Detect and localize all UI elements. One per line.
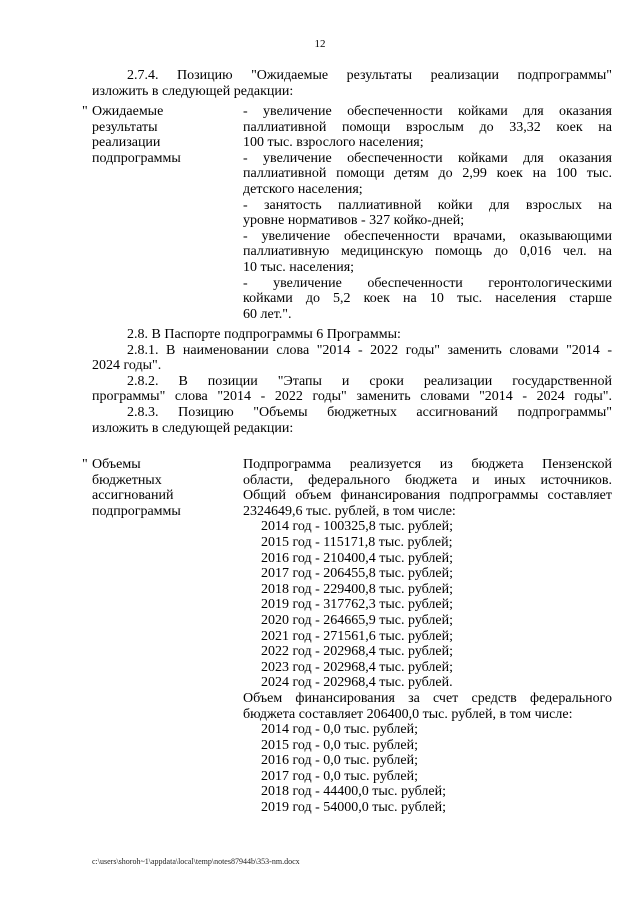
value-line: детского населения; xyxy=(243,181,363,197)
year-line: 2021 год - 271561,6 тыс. рублей; xyxy=(261,628,454,644)
year-line: 2018 год - 229400,8 тыс. рублей; xyxy=(261,581,454,597)
paragraph-line: изложить в следующей редакции: xyxy=(92,83,294,99)
value-line: - увеличение обеспеченности койками для оказания xyxy=(243,150,612,166)
section-2-8 xyxy=(92,327,612,436)
value-line: 100 тыс. взрослого населения; xyxy=(243,135,424,151)
label-line: бюджетных xyxy=(92,472,162,488)
year-line: 2023 год - 202968,4 тыс. рублей; xyxy=(261,659,454,675)
year-line: 2018 год - 44400,0 тыс. рублей; xyxy=(261,784,447,800)
paragraph-line: изложить в следующей редакции: xyxy=(92,420,294,436)
opening-quote: " xyxy=(82,104,88,119)
paragraph-line: 2024 годы". xyxy=(92,358,162,374)
value-line: 60 лет.". xyxy=(243,306,292,322)
value-line: паллиативной помощи взрослым до 33,32 коек на xyxy=(243,119,612,135)
value-line: Объем финансирования за счет средств федерального xyxy=(243,690,612,706)
year-line: 2014 год - 100325,8 тыс. рублей; xyxy=(261,519,454,535)
paragraph-line: 2.8.2. В позиции "Этапы и сроки реализации государственной xyxy=(127,373,612,389)
value-line: 2324649,6 тыс. рублей, в том числе: xyxy=(243,503,456,519)
label-line: ассигнований xyxy=(92,488,174,504)
value-line: - занятость паллиативной койки для взрослых на xyxy=(243,197,612,213)
value-line: - увеличение обеспеченности врачами, оказывающими xyxy=(243,228,612,244)
value-line: койками до 5,2 коек на 10 тыс. населения старше xyxy=(243,291,612,307)
year-line: 2017 год - 206455,8 тыс. рублей; xyxy=(261,566,454,582)
paragraph-line: программы" слова "2014 - 2022 годы" заменить словами "2014 - 2024 годы". xyxy=(92,389,612,405)
label-line: подпрограммы xyxy=(92,503,181,519)
year-line: 2015 год - 0,0 тыс. рублей; xyxy=(261,737,419,753)
page-number: 12 xyxy=(314,38,326,50)
value-line: Общий объем финансирования подпрограммы составляет xyxy=(243,488,612,504)
year-line: 2020 год - 264665,9 тыс. рублей; xyxy=(261,612,454,628)
budget-value xyxy=(243,457,612,816)
budget-label xyxy=(92,457,222,519)
value-line: 10 тыс. населения; xyxy=(243,259,355,275)
opening-quote: " xyxy=(82,457,88,472)
paragraph-line: 2.8. В Паспорте подпрограммы 6 Программы: xyxy=(127,327,401,342)
value-line: уровне нормативов - 327 койко-дней; xyxy=(243,213,465,229)
year-line: 2024 год - 202968,4 тыс. рублей. xyxy=(261,675,453,691)
value-line: области, федерального бюджета и иных источников. xyxy=(243,472,612,488)
label-line: подпрограммы xyxy=(92,150,181,166)
paragraph-line: 2.8.3. Позицию "Объемы бюджетных ассигнований подпрограммы" xyxy=(127,404,612,420)
label-line: результаты xyxy=(92,119,158,135)
results-value xyxy=(243,104,612,322)
value-line: Подпрограмма реализуется из бюджета Пензенской xyxy=(243,457,612,472)
file-path-footer: c:\users\shoroh~1\appdata\local\temp\notes87944b\353-nm.docx xyxy=(92,857,300,866)
year-line: 2016 год - 0,0 тыс. рублей; xyxy=(261,753,419,769)
paragraph-line: 2.8.1. В наименовании слова "2014 - 2022 годы" заменить словами "2014 - xyxy=(127,342,612,358)
label-line: Ожидаемые xyxy=(92,104,164,119)
year-line: 2022 год - 202968,4 тыс. рублей; xyxy=(261,644,454,660)
value-line: паллиативной помощи детям до 2,99 коек на 100 тыс. xyxy=(243,166,612,182)
label-line: реализации xyxy=(92,135,161,151)
year-line: 2019 год - 317762,3 тыс. рублей; xyxy=(261,597,454,613)
year-line: 2014 год - 0,0 тыс. рублей; xyxy=(261,722,419,738)
paragraph-line: 2.7.4. Позицию "Ожидаемые результаты реализации подпрограммы" xyxy=(127,68,612,83)
value-line: - увеличение обеспеченности геронтологическими xyxy=(243,275,612,291)
results-label xyxy=(92,104,222,166)
value-line: бюджета составляет 206400,0 тыс. рублей, в том числе: xyxy=(243,706,573,722)
year-line: 2016 год - 210400,4 тыс. рублей; xyxy=(261,550,454,566)
year-line: 2015 год - 115171,8 тыс. рублей; xyxy=(261,534,453,550)
label-line: Объемы xyxy=(92,457,141,472)
value-line: паллиативную медицинскую помощь до 0,016 чел. на xyxy=(243,244,612,260)
value-line: - увеличение обеспеченности койками для оказания xyxy=(243,104,612,119)
year-line: 2019 год - 54000,0 тыс. рублей; xyxy=(261,800,447,816)
section-2-7-4 xyxy=(92,68,612,99)
year-line: 2017 год - 0,0 тыс. рублей; xyxy=(261,768,419,784)
